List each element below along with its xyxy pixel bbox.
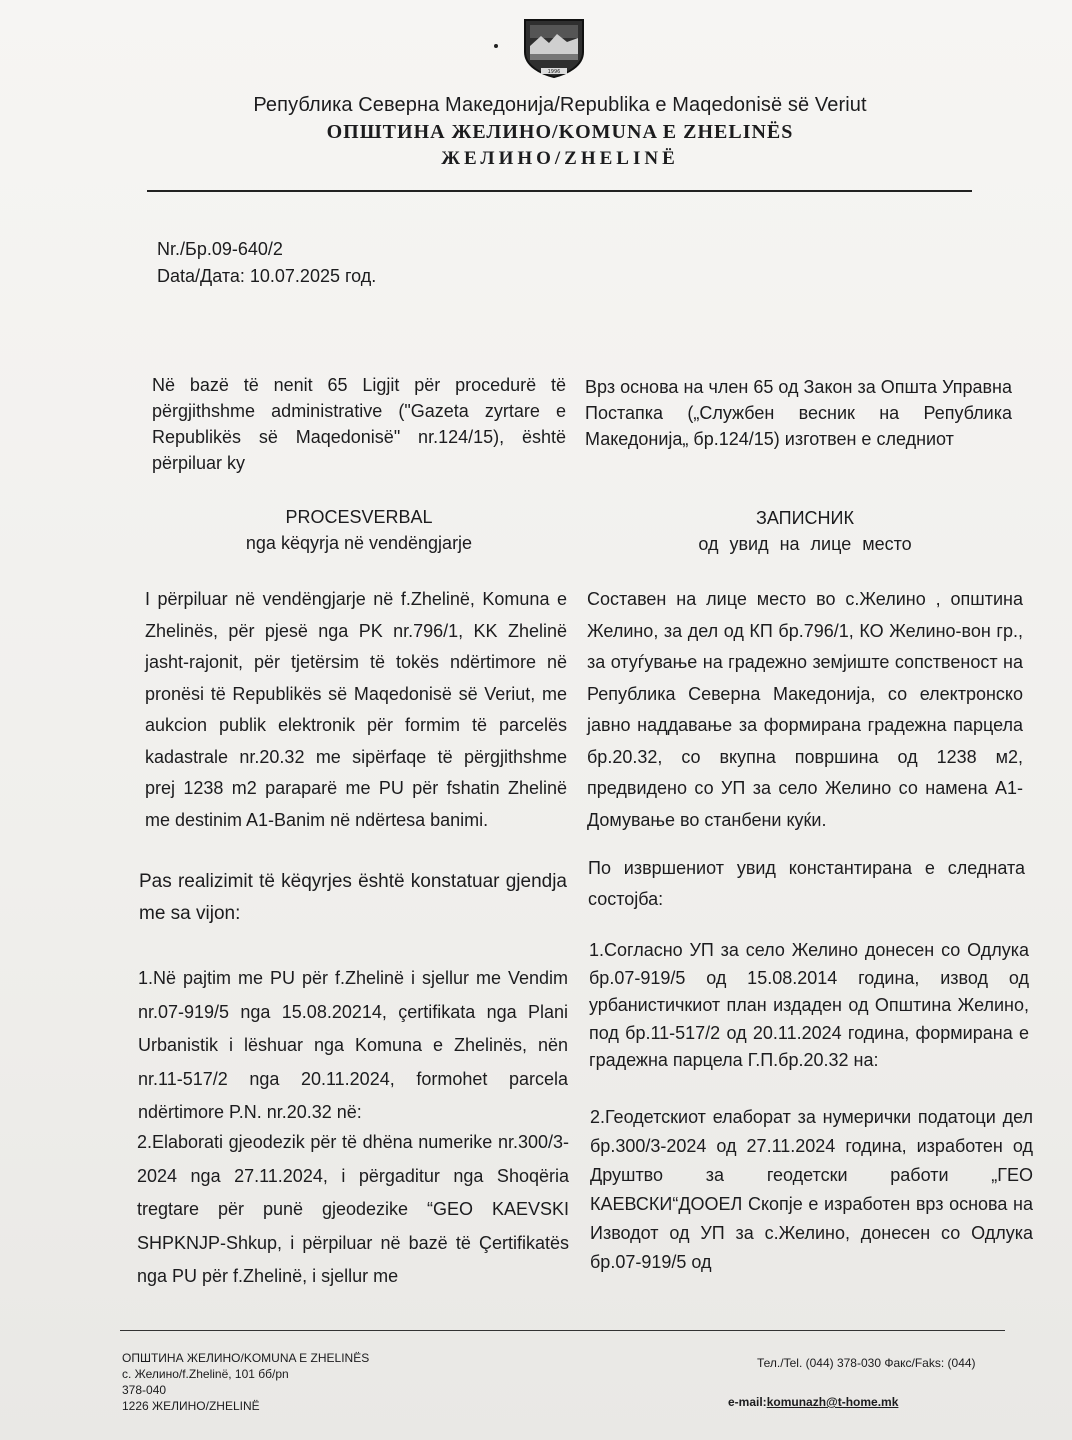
svg-text:1996: 1996 bbox=[547, 69, 561, 75]
left-title-block bbox=[152, 504, 566, 556]
footer-address bbox=[122, 1350, 369, 1414]
left-title: PROCESVERBAL bbox=[285, 507, 433, 527]
footer-email-label: e-mail: bbox=[728, 1395, 767, 1409]
right-item-1: 1.Согласно УП за село Желино донесен со Одлука бр.07-919/5 од 15.08.2014 година, извод од урбанистичкиот план издаден од Општина Желино, под бр.11-517/2 од 20.11.2024 година, формирана е градежна парцела Г.П.бр.20.32 на: bbox=[589, 940, 1029, 1070]
document-date: Data/Дата: 10.07.2025 год. bbox=[157, 266, 377, 286]
right-item-2: 2.Геодетскиот елаборат за нумерички податоци дел бр.300/3-2024 од 27.11.2024 година, изработен од Друштво за геодетски работи „ГЕО КАЕВСКИ“ДООЕЛ Скопје е изработен врз основа на Изводот од УП за с.Желино, донесен со Одлука бр.07-919/5 од bbox=[590, 1107, 1033, 1272]
right-conclusion: По извршениот увид константирана е следната состојба: bbox=[588, 858, 1025, 909]
footer-phone: Тел./Tel. (044) 378-030 Факс/Faks: (044) bbox=[757, 1356, 976, 1370]
header-divider bbox=[147, 190, 972, 192]
ink-dot bbox=[494, 44, 498, 48]
footer-fax-cont: 378-040 bbox=[122, 1383, 167, 1397]
left-intro: Në bazë të nenit 65 Ligjit për procedurë të përgjithshme administrative ("Gazeta zyrtare e Republikës së Maqedonisë" nr.124/15), është përpiluar ky bbox=[152, 375, 566, 473]
document-number: Nr./Бр.09-640/2 bbox=[157, 239, 283, 259]
left-item-2: 2.Elaborati gjeodezik për të dhëna numerike nr.300/3-2024 nga 27.11.2024, i përgaditur nga Shoqëria tregtare për punë gjeodezike “GEO KAEVSKI SHPKNJP-Shkup, i përpiluar në bazë të Çertifikatës nga PU për f.Zhelinë, i sjellur me bbox=[137, 1132, 569, 1286]
left-subtitle: nga këqyrja në vendëngjarje bbox=[245, 533, 473, 553]
footer-municipality: ОПШТИНА ЖЕЛИНО/KOMUNA E ZHELINËS bbox=[122, 1351, 370, 1365]
right-body: Составен на лице место во с.Желино , општина Желино, за дел од КП бр.796/1, КО Желино-вон гр., за отуѓување на градежно земјиште сопственост на Република Северна Македонија, со електронско јавно наддавање за формирана градежна парцела бр.20.32, со вкупна површина од 1238 м2, предвидено со УП за село Желино со намена А1-Домување во станбени куќи. bbox=[587, 589, 1023, 830]
left-body: I përpiluar në vendëngjarje në f.Zhelinë, Komuna e Zhelinës, për pjesë nga PK nr.796/1, KK Zhelinë jasht-rajonit, për tjetërsim të tokës ndërtimore në pronësi të Republikës së Maqedonisë së Veriut, me aukcion publik elektronik për formim të parcelës kadastrale nr.20.32 me sipërfaqe të përgjithshme prej 1238 m2 paraparë me PU për fshatin Zhelinë me destinim A1-Banim në ndërtesa banimi. bbox=[145, 589, 567, 830]
footer-postcode: 1226 ЖЕЛИНО/ZHELINË bbox=[122, 1399, 260, 1413]
right-title: ЗАПИСНИК bbox=[756, 508, 854, 528]
left-item-1: 1.Në pajtim me PU për f.Zhelinë i sjellur me Vendim nr.07-919/5 nga 15.08.20214, çertifikata nga Plani Urbanistik i lëshuar nga Komuna e Zhelinës, nën nr.11-517/2 nga 20.11.2024, formohet parcela ndërtimore P.N. nr.20.32 në: bbox=[138, 968, 568, 1122]
footer-street: с. Желино/f.Zhelinë, 101 бб/pn bbox=[122, 1367, 289, 1381]
right-intro: Врз основа на член 65 од Закон за Општа Управна Постапка („Службен весник на Република Македонија„ бр.124/15) изготвен е следниот bbox=[585, 377, 1012, 449]
municipal-coat-of-arms-icon bbox=[521, 16, 587, 78]
footer-email-link[interactable]: komunazh@t-home.mk bbox=[766, 1395, 899, 1409]
right-title-block bbox=[585, 505, 1025, 557]
footer-divider bbox=[120, 1330, 1005, 1331]
header-town: ЖЕЛИНО/ZHELINË bbox=[441, 148, 679, 169]
left-conclusion: Pas realizimit të këqyrjes është konstatuar gjendja me sa vijon: bbox=[139, 871, 567, 924]
right-subtitle: од увид на лице место bbox=[698, 534, 912, 554]
footer-email-line bbox=[728, 1395, 898, 1409]
header-municipality: ОПШТИНА ЖЕЛИНО/KOMUNA E ZHELINËS bbox=[326, 121, 794, 143]
header-country: Република Северна Македонија/Republika e Maqedonisë së Veriut bbox=[253, 94, 867, 116]
